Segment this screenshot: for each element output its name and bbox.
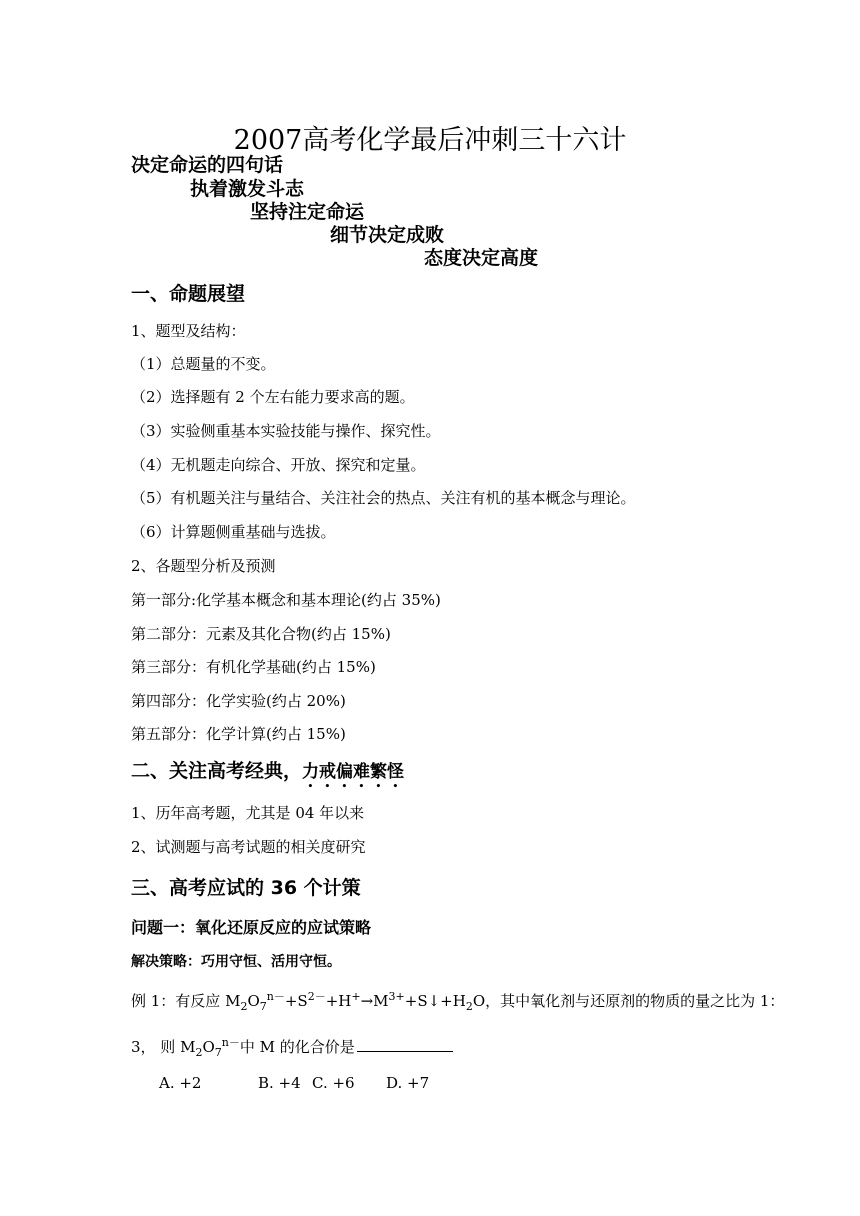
section2-emphasis: 力戒偏难繁怪 <box>302 762 405 782</box>
page-title: 2007高考化学最后冲刺三十六计 <box>233 125 627 156</box>
part-1: 第一部分:化学基本概念和基本理论(约占 35%) <box>131 591 441 609</box>
line2-prefix: 3， 则 M <box>131 1038 196 1056</box>
section1-item-1: （1）总题量的不变。 <box>131 355 276 373</box>
strategy-heading: 解决策略：巧用守恒、活用守恒。 <box>131 954 341 970</box>
sup-2-minus: 2－ <box>307 990 326 1003</box>
example-line-2 <box>131 1034 453 1059</box>
sup-n-minus: n－ <box>266 990 285 1003</box>
line2-sup-n-minus: n－ <box>221 1036 240 1049</box>
plus-h: +H <box>325 992 352 1010</box>
part-2: 第二部分：元素及其化合物(约占 15%) <box>131 625 391 643</box>
section1-sub1: 1、题型及结构： <box>131 322 246 340</box>
oxygen: O <box>247 992 260 1010</box>
section1-item-5: （5）有机题关注与量结合、关注社会的热点、关注有机的基本概念与理论。 <box>131 489 636 507</box>
section2-item-2: 2、试测题与高考试题的相关度研究 <box>131 838 366 856</box>
part-3: 第三部分：有机化学基础(约占 15%) <box>131 658 376 676</box>
line2-sub-7: 7 <box>214 1046 222 1059</box>
section1-sub2: 2、各题型分析及预测 <box>131 557 276 575</box>
sup-plus: + <box>351 990 361 1003</box>
sub-7: 7 <box>259 1000 267 1013</box>
rest-2: O，其中氧化剂与还原剂的物质的量之比为 1： <box>472 992 785 1010</box>
rest-1: +S↓+H <box>404 992 466 1010</box>
section2-heading <box>131 756 404 792</box>
section1-item-3: （3）实验侧重基本实验技能与操作、探究性。 <box>131 422 441 440</box>
section2-heading-text: 二、关注高考经典， <box>131 760 303 782</box>
sub-h2: 2 <box>465 1000 473 1013</box>
section2-item-1: 1、历年高考题，尤其是 04 年以来 <box>131 804 365 822</box>
line2-sub-2: 2 <box>195 1046 203 1059</box>
motto-line-1: 执着激发斗志 <box>190 178 305 200</box>
example-line-1 <box>131 988 784 1013</box>
section1-item-6: （6）计算题侧重基础与选拔。 <box>131 523 336 541</box>
motto-line-4: 态度决定高度 <box>424 247 539 269</box>
motto-line-2: 坚持注定命运 <box>250 201 365 223</box>
section1-item-2: （2）选择题有 2 个左右能力要求高的题。 <box>131 388 415 406</box>
plus-s: +S <box>284 992 308 1010</box>
part-5: 第五部分：化学计算(约占 15%) <box>131 725 346 743</box>
motto-heading: 决定命运的四句话 <box>131 154 284 176</box>
section1-heading: 一、命题展望 <box>131 283 246 305</box>
option-c: C. +6 <box>312 1074 355 1092</box>
motto-line-3: 细节决定成败 <box>330 224 445 246</box>
sub-2: 2 <box>240 1000 248 1013</box>
option-d: D. +7 <box>386 1074 430 1092</box>
example-prefix: 例 1：有反应 M <box>131 992 241 1010</box>
option-a: A. +2 <box>159 1074 202 1092</box>
section1-item-4: （4）无机题走向综合、开放、探究和定量。 <box>131 456 426 474</box>
section3-heading: 三、高考应试的 36 个计策 <box>131 877 361 899</box>
arrow-m: →M <box>360 992 389 1010</box>
part-4: 第四部分：化学实验(约占 20%) <box>131 692 346 710</box>
line2-rest: 中 M 的化合价是 <box>239 1038 355 1056</box>
line2-oxygen: O <box>202 1038 215 1056</box>
option-b: B. +4 <box>258 1074 301 1092</box>
answer-blank <box>357 1050 453 1052</box>
sup-3-plus: 3+ <box>388 990 405 1003</box>
problem-heading: 问题一：氧化还原反应的应试策略 <box>131 918 372 937</box>
